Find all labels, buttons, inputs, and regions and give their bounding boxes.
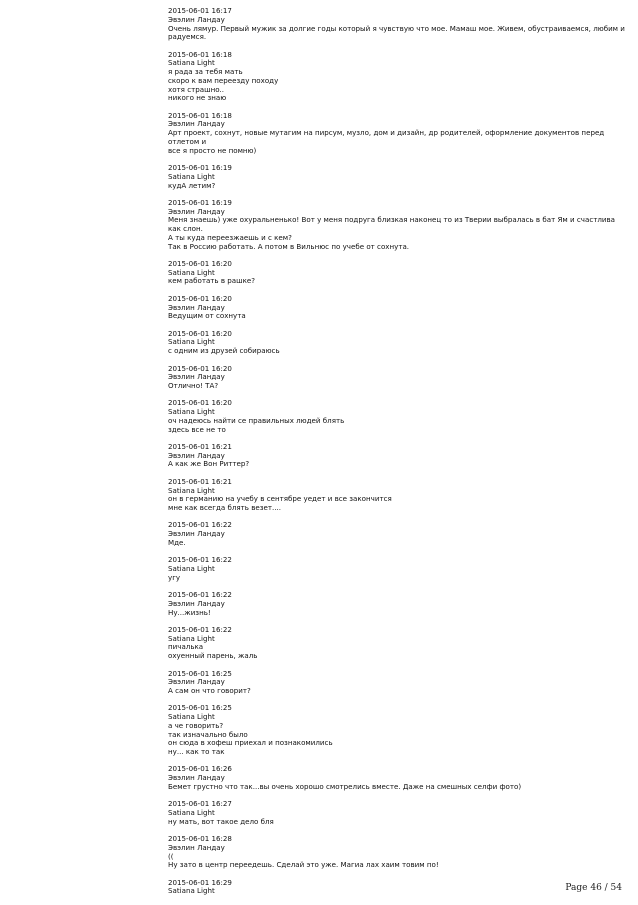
message-timestamp: 2015-06-01 16:21 bbox=[168, 476, 232, 486]
chat-message bbox=[168, 51, 630, 104]
message-timestamp: 2015-06-01 16:20 bbox=[168, 398, 232, 408]
message-author: Satiana Light bbox=[168, 485, 215, 495]
message-text-line: хотя страшно.. bbox=[168, 84, 225, 94]
chat-message bbox=[168, 399, 630, 434]
chat-message bbox=[168, 879, 630, 897]
chat-message bbox=[168, 295, 630, 321]
message-timestamp: 2015-06-01 16:18 bbox=[168, 49, 232, 59]
message-timestamp: 2015-06-01 16:26 bbox=[168, 764, 232, 774]
message-text-line: Мде. bbox=[168, 537, 186, 547]
message-author: Satiana Light bbox=[168, 886, 215, 896]
message-timestamp: 2015-06-01 16:17 bbox=[168, 6, 232, 15]
message-author: Эвэлин Ландау bbox=[168, 302, 225, 312]
chat-message bbox=[168, 199, 630, 252]
chat-message bbox=[168, 556, 630, 582]
message-text-line: ну... как то так bbox=[168, 747, 225, 757]
message-text-line: угу bbox=[168, 572, 181, 582]
message-timestamp: 2015-06-01 16:21 bbox=[168, 441, 232, 451]
chat-message bbox=[168, 704, 630, 757]
message-author: Satiana Light bbox=[168, 267, 215, 277]
message-text-line: кем работать в рашке? bbox=[168, 276, 256, 286]
message-text-line: с одним из друзей собираюсь bbox=[168, 346, 280, 356]
message-author: Эвэлин Ландау bbox=[168, 529, 225, 539]
message-text-line: охуенный парень, жаль bbox=[168, 651, 258, 661]
message-author: Эвэлин Ландау bbox=[168, 773, 225, 783]
message-text-line: Отлично! ТА? bbox=[168, 381, 219, 390]
chat-message bbox=[168, 164, 630, 190]
message-author: Satiana Light bbox=[168, 633, 215, 643]
chat-message bbox=[168, 365, 630, 391]
message-text-line: А сам он что говорит? bbox=[168, 686, 251, 695]
message-timestamp: 2015-06-01 16:27 bbox=[168, 799, 232, 809]
chat-message bbox=[168, 443, 630, 469]
chat-message bbox=[168, 330, 630, 356]
message-text-line: ну мать, вот такое дело бля bbox=[168, 816, 274, 826]
message-timestamp: 2015-06-01 16:19 bbox=[168, 197, 232, 207]
chat-message bbox=[168, 835, 630, 870]
chat-message bbox=[168, 626, 630, 661]
message-timestamp: 2015-06-01 16:22 bbox=[168, 555, 232, 565]
chat-message bbox=[168, 7, 630, 42]
message-text-line: (( bbox=[168, 851, 174, 861]
message-text-line: Ведущим от сохнута bbox=[168, 311, 246, 321]
chat-message bbox=[168, 670, 630, 696]
message-author: Satiana Light bbox=[168, 563, 215, 573]
message-text-line: Меня знаешь) уже охуральненько! Вот у меня подруга близкая наконец то из Тверии выбралась в бат Ям и счастлива как слон. bbox=[168, 215, 618, 234]
message-text-line: он сюда в хофеш приехал и познакомились bbox=[168, 738, 333, 748]
message-text-line: скоро к вам переезду походу bbox=[168, 75, 279, 85]
message-text-line: А как же Вон Риттер? bbox=[168, 459, 250, 469]
message-text-line: так изначально было bbox=[168, 729, 248, 739]
message-timestamp: 2015-06-01 16:19 bbox=[168, 163, 232, 173]
message-text-line: оч надеюсь найти се правильных людей блять bbox=[168, 415, 345, 425]
message-author: Эвэлин Ландау bbox=[168, 14, 225, 24]
message-author: Эвэлин Ландау bbox=[168, 119, 225, 129]
message-timestamp: 2015-06-01 16:20 bbox=[168, 258, 232, 268]
message-timestamp: 2015-06-01 16:20 bbox=[168, 293, 232, 303]
message-timestamp: 2015-06-01 16:22 bbox=[168, 520, 232, 530]
message-text-line: а че говорить? bbox=[168, 720, 224, 730]
message-author: Эвэлин Ландау bbox=[168, 206, 225, 216]
chat-log bbox=[168, 7, 630, 905]
chat-message bbox=[168, 112, 630, 156]
message-text-line: Бемет грустно что так...вы очень хорошо смотрелись вместе. Даже на смешных селфи фото) bbox=[168, 781, 522, 791]
message-author: Satiana Light bbox=[168, 337, 215, 347]
message-author: Satiana Light bbox=[168, 808, 215, 818]
message-text-line: мне как всегда блять везет.... bbox=[168, 503, 282, 513]
message-text-line: А ты куда переезжаешь и с кем? bbox=[168, 232, 292, 242]
message-author: Эвэлин Ландау bbox=[168, 677, 225, 687]
chat-message bbox=[168, 260, 630, 286]
message-text-line: я рада за тебя мать bbox=[168, 67, 243, 77]
chat-message bbox=[168, 521, 630, 547]
message-text-line: никого не знаю bbox=[168, 93, 227, 103]
message-text-line: здесь все не то bbox=[168, 424, 226, 434]
message-text-line: Ну зато в центр переедешь. Сделай это уже. Магиа лах хаим товим по! bbox=[168, 860, 439, 870]
chat-message bbox=[168, 765, 630, 791]
page-number: Page 46 / 54 bbox=[565, 883, 622, 893]
message-text-line: кудА летим? bbox=[168, 180, 216, 190]
message-text-line: Очень лямур. Первый мужик за долгие годы который я чувствую что мое. Мамаш мое. Живем, обустраиваемся, любим и bbox=[168, 23, 625, 33]
message-timestamp: 2015-06-01 16:28 bbox=[168, 834, 232, 844]
message-text-line: пичалька bbox=[168, 642, 204, 652]
message-author: Эвэлин Ландау bbox=[168, 372, 225, 382]
message-timestamp: 2015-06-01 16:20 bbox=[168, 363, 232, 373]
message-timestamp: 2015-06-01 16:29 bbox=[168, 877, 232, 887]
message-timestamp: 2015-06-01 16:22 bbox=[168, 590, 232, 600]
message-text-line: все я просто не помню) bbox=[168, 145, 257, 155]
message-timestamp: 2015-06-01 16:18 bbox=[168, 110, 232, 120]
chat-message bbox=[168, 478, 630, 513]
chat-message bbox=[168, 800, 630, 826]
message-author: Satiana Light bbox=[168, 58, 215, 68]
message-timestamp: 2015-06-01 16:25 bbox=[168, 703, 232, 713]
message-author: Эвэлин Ландау bbox=[168, 450, 225, 460]
message-text-line: радуемся. bbox=[168, 32, 207, 42]
chat-message bbox=[168, 591, 630, 617]
message-text-line: Так в Россию работать. А потом в Вильнюс по учебе от сохнута. bbox=[168, 241, 410, 251]
message-author: Эвэлин Ландау bbox=[168, 598, 225, 608]
message-author: Satiana Light bbox=[168, 407, 215, 417]
message-text-line: Арт проект, сохнут, новые мутагим на пирсум, музло, дом и дизайн, др родителей, оформление документов перед отлетом и bbox=[168, 128, 607, 146]
message-author: Эвэлин Ландау bbox=[168, 842, 225, 852]
message-author: Satiana Light bbox=[168, 171, 215, 181]
message-timestamp: 2015-06-01 16:25 bbox=[168, 668, 232, 678]
message-author: Satiana Light bbox=[168, 712, 215, 722]
message-text-line: он в германию на учебу в сентябре уедет и все закончится bbox=[168, 494, 392, 504]
message-text-line: Ну...жизнь! bbox=[168, 607, 211, 617]
message-timestamp: 2015-06-01 16:20 bbox=[168, 328, 232, 338]
message-timestamp: 2015-06-01 16:22 bbox=[168, 624, 232, 634]
